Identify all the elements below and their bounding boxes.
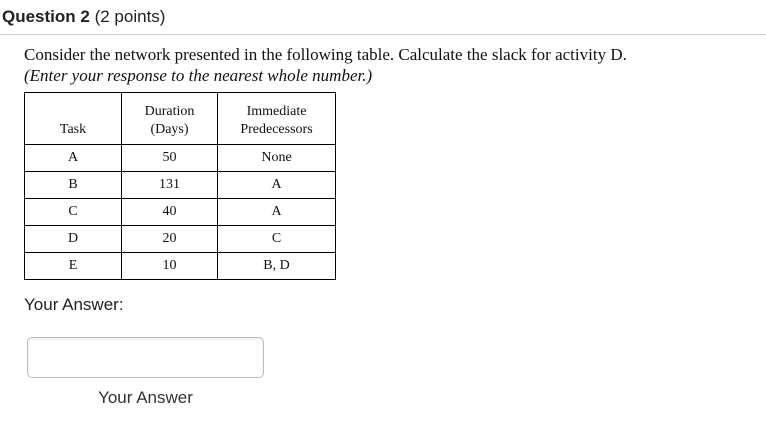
cell-task: B (25, 172, 122, 199)
header-predecessors: Immediate Predecessors (218, 93, 336, 145)
table-row (25, 226, 336, 253)
cell-predecessors: C (218, 226, 336, 253)
prompt-instruction: (Enter your response to the nearest whole number.) (24, 66, 373, 85)
cell-duration: 40 (122, 199, 218, 226)
cell-duration: 20 (122, 226, 218, 253)
cell-task: E (25, 253, 122, 280)
question-title: Question 2 (2, 7, 90, 26)
table-row (25, 172, 336, 199)
cell-duration: 10 (122, 253, 218, 280)
prompt-text: Consider the network presented in the following table. Calculate the slack for activity D. (24, 45, 627, 64)
table-row (25, 253, 336, 280)
cell-duration: 131 (122, 172, 218, 199)
cell-predecessors: A (218, 172, 336, 199)
cell-duration: 50 (122, 145, 218, 172)
answer-input[interactable] (27, 337, 264, 378)
table-header-row (25, 93, 336, 145)
answer-label: Your Answer: (24, 295, 124, 314)
cell-task: D (25, 226, 122, 253)
table-row (25, 145, 336, 172)
cell-predecessors: B, D (218, 253, 336, 280)
header-duration: Duration (Days) (122, 93, 218, 145)
header-divider (0, 34, 766, 35)
table-row (25, 199, 336, 226)
cell-task: A (25, 145, 122, 172)
cell-task: C (25, 199, 122, 226)
cell-predecessors: None (218, 145, 336, 172)
answer-caption: Your Answer (98, 388, 193, 407)
header-task: Task (25, 93, 122, 145)
network-table (24, 92, 336, 280)
question-points: (2 points) (94, 7, 166, 26)
cell-predecessors: A (218, 199, 336, 226)
question-header (2, 7, 165, 27)
question-prompt (24, 44, 627, 86)
